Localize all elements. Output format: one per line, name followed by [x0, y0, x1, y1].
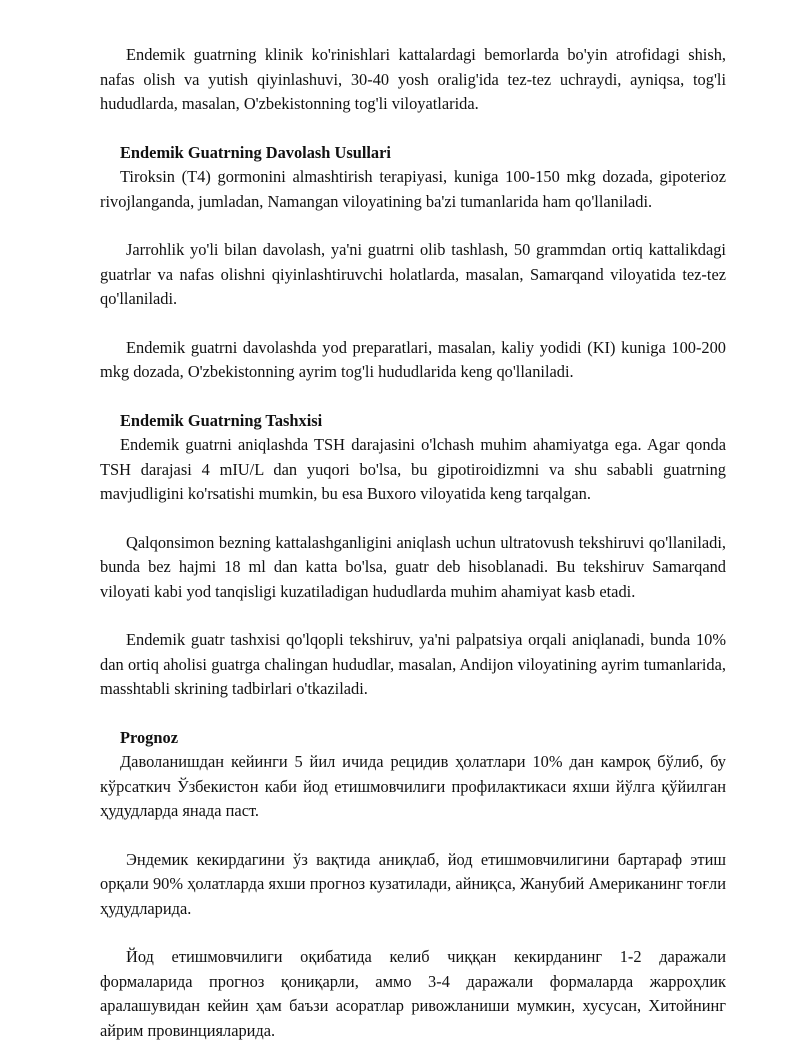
document-body	[100, 43, 726, 1043]
diagnosis-paragraph: Endemik guatrni aniqlashda TSH darajasini o'lchash muhim ahamiyatga ega. Agar qonda TSH darajasi 4 mIU/L dan yuqori bo'lsa, bu gipotiroidizmni va shu sababli guatrning mavjudligini ko'rsatishi mumkin, bu esa Buxoro viloyatida keng tarqalgan.	[100, 435, 726, 503]
treatment-paragraph: Jarrohlik yo'li bilan davolash, ya'ni guatrni olib tashlash, 50 grammdan ortiq kattalikdagi guatrlar va nafas olishni qiyinlashtiruvchi holatlarda, masalan, Samarqand viloyatida tez-tez qo'llaniladi.	[100, 240, 726, 308]
diagnosis-paragraph: Qalqonsimon bezning kattalashganligini aniqlash uchun ultratovush tekshiruvi qo'llaniladi, bunda bez hajmi 18 ml dan katta bo'lsa, guatr deb hisoblanadi. Bu tekshiruv Samarqand viloyati kabi yod tanqisligi kuzatiladigan hududlarda muhim ahamiyat kasb etadi.	[100, 532, 726, 601]
prognosis-paragraph: Эндемик кекирдагини ўз вақтида аниқлаб, йод етишмовчилигини бартараф этиш орқали 90% ҳолатларда яхши прогноз кузатилади, айниқса, Жанубий Американинг тоғли ҳудудларида.	[100, 849, 726, 918]
prognosis-paragraph: Йод етишмовчилиги оқибатида келиб чиққан кекирданинг 1-2 даражали формаларида прогноз қониқарли, аммо 3-4 даражали формаларда жарроҳлик аралашувидан кейин ҳам баъзи асоратлар ривожланиши мумкин, хусусан, Хитойнинг айрим провинцияларида.	[100, 947, 726, 1040]
treatment-paragraph: Endemik guatrni davolashda yod preparatlari, masalan, kaliy yodidi (KI) kuniga 100-200 mkg dozada, O'zbekistonning ayrim tog'li hududlarida keng qo'llaniladi.	[100, 337, 726, 381]
prognosis-paragraph: Даволанишдан кейинги 5 йил ичида рецидив ҳолатлари 10% дан камроқ бўлиб, бу кўрсаткич Ўзбекистон каби йод етишмовчилиги профилактикаси яхши йўлга қўйилган ҳудудларда янада паст.	[100, 752, 726, 820]
diagnosis-paragraph: Endemik guatr tashxisi qo'lqopli tekshiruv, ya'ni palpatsiya orqali aniqlanadi, bunda 10% dan ortiq aholisi guatrga chalingan hududlar, masalan, Andijon viloyatining ayrim tumanlarida, masshtabli skrining tadbirlari o'tkaziladi.	[100, 630, 726, 698]
treatment-paragraph: Tiroksin (T4) gormonini almashtirish terapiyasi, kuniga 100-150 mkg dozada, gipoterioz rivojlanganda, jumladan, Namangan viloyatining ba'zi tumanlarida ham qo'llaniladi.	[100, 167, 726, 211]
intro-paragraph: Endemik guatrning klinik ko'rinishlari kattalardagi bemorlarda bo'yin atrofidagi shish, nafas olish va yutish qiyinlashuvi, 30-40 yosh oralig'ida tez-tez uchraydi, ayniqsa, tog'li hududlarda, masalan, O'zbekistonning tog'li viloyatlarida.	[100, 45, 726, 113]
diagnosis-heading: Endemik Guatrning Tashxisi	[120, 410, 323, 430]
treatment-heading: Endemik Guatrning Davolash Usullari	[120, 142, 391, 162]
prognosis-heading: Prognoz	[120, 727, 178, 747]
